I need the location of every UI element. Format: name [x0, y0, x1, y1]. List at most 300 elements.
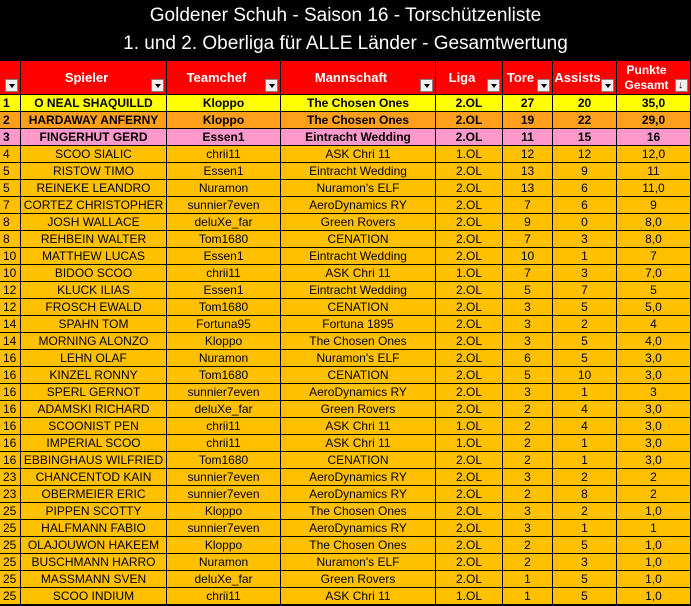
assists-cell[interactable]: 15 [553, 129, 617, 146]
goals-cell[interactable]: 3 [503, 333, 553, 350]
goals-cell[interactable]: 3 [503, 469, 553, 486]
rank-cell[interactable]: 25 [0, 537, 21, 554]
header-manager[interactable] [167, 61, 281, 95]
league-cell[interactable]: 1.OL [436, 418, 503, 435]
rank-cell[interactable]: 14 [0, 316, 21, 333]
player-cell[interactable]: FINGERHUT GERD [21, 129, 167, 146]
goals-cell[interactable]: 11 [503, 129, 553, 146]
table-row[interactable] [0, 180, 691, 197]
assists-cell[interactable]: 5 [553, 588, 617, 605]
rank-cell[interactable]: 16 [0, 367, 21, 384]
rank-cell[interactable]: 10 [0, 265, 21, 282]
points-cell[interactable]: 3 [617, 384, 691, 401]
league-cell[interactable]: 2.OL [436, 214, 503, 231]
assists-cell[interactable]: 3 [553, 231, 617, 248]
player-cell[interactable]: SPERL GERNOT [21, 384, 167, 401]
manager-cell[interactable]: Nuramon [167, 180, 281, 197]
points-cell[interactable]: 16 [617, 129, 691, 146]
league-cell[interactable]: 2.OL [436, 554, 503, 571]
goals-cell[interactable]: 19 [503, 112, 553, 129]
player-cell[interactable]: PIPPEN SCOTTY [21, 503, 167, 520]
manager-cell[interactable]: chrii11 [167, 146, 281, 163]
header-team-label: Mannschaft [314, 70, 388, 85]
manager-cell[interactable]: Kloppo [167, 95, 281, 112]
rank-cell[interactable]: 7 [0, 197, 21, 214]
team-cell[interactable]: The Chosen Ones [281, 333, 436, 350]
goals-cell[interactable]: 2 [503, 435, 553, 452]
points-cell[interactable]: 12,0 [617, 146, 691, 163]
rank-cell[interactable]: 16 [0, 435, 21, 452]
scorer-table [0, 61, 691, 605]
goals-cell[interactable]: 13 [503, 180, 553, 197]
goals-cell[interactable]: 3 [503, 520, 553, 537]
manager-cell[interactable]: chrii11 [167, 435, 281, 452]
table-row[interactable] [0, 95, 691, 112]
league-cell[interactable]: 1.OL [436, 588, 503, 605]
team-cell[interactable]: Nuramon's ELF [281, 554, 436, 571]
player-cell[interactable]: BUSCHMANN HARRO [21, 554, 167, 571]
player-cell[interactable]: SCOO SIALIC [21, 146, 167, 163]
rank-cell[interactable]: 8 [0, 214, 21, 231]
league-cell[interactable]: 2.OL [436, 384, 503, 401]
filter-dropdown-icon[interactable] [265, 79, 278, 92]
header-row [0, 61, 691, 95]
player-cell[interactable]: REHBEIN WALTER [21, 231, 167, 248]
goals-cell[interactable]: 2 [503, 486, 553, 503]
assists-cell[interactable]: 3 [553, 265, 617, 282]
points-cell[interactable]: 9 [617, 197, 691, 214]
manager-cell[interactable]: deluXe_far [167, 571, 281, 588]
player-cell[interactable]: MORNING ALONZO [21, 333, 167, 350]
table-row[interactable] [0, 350, 691, 367]
points-cell[interactable]: 3,0 [617, 367, 691, 384]
league-cell[interactable]: 2.OL [436, 503, 503, 520]
player-cell[interactable]: SCOONIST PEN [21, 418, 167, 435]
table-row[interactable] [0, 112, 691, 129]
header-points-label-1: Punkte [626, 62, 667, 77]
manager-cell[interactable]: Tom1680 [167, 231, 281, 248]
goals-cell[interactable]: 6 [503, 350, 553, 367]
points-cell[interactable]: 29,0 [617, 112, 691, 129]
league-cell[interactable]: 2.OL [436, 537, 503, 554]
league-cell[interactable]: 2.OL [436, 248, 503, 265]
points-cell[interactable]: 3,0 [617, 435, 691, 452]
filter-dropdown-icon[interactable] [537, 79, 550, 92]
rank-cell[interactable]: 25 [0, 588, 21, 605]
points-cell[interactable]: 3,0 [617, 350, 691, 367]
player-cell[interactable]: FROSCH EWALD [21, 299, 167, 316]
header-points[interactable] [617, 61, 691, 95]
title-line-2: 1. und 2. Oberliga für ALLE Länder - Gesamtwertung [123, 33, 568, 54]
table-row[interactable] [0, 469, 691, 486]
team-cell[interactable]: ASK Chri 11 [281, 588, 436, 605]
league-cell[interactable]: 2.OL [436, 180, 503, 197]
player-cell[interactable]: IMPERIAL SCOO [21, 435, 167, 452]
table-row[interactable] [0, 146, 691, 163]
table-row[interactable] [0, 265, 691, 282]
player-cell[interactable]: CHANCENTOD KAIN [21, 469, 167, 486]
goals-cell[interactable]: 3 [503, 316, 553, 333]
rank-cell[interactable]: 5 [0, 180, 21, 197]
team-cell[interactable]: Eintracht Wedding [281, 282, 436, 299]
manager-cell[interactable]: sunnier7even [167, 384, 281, 401]
rank-cell[interactable]: 16 [0, 452, 21, 469]
player-cell[interactable]: JOSH WALLACE [21, 214, 167, 231]
assists-cell[interactable]: 1 [553, 248, 617, 265]
rank-cell[interactable]: 2 [0, 112, 21, 129]
goals-cell[interactable]: 10 [503, 248, 553, 265]
rank-cell[interactable]: 25 [0, 554, 21, 571]
rank-cell[interactable]: 23 [0, 486, 21, 503]
goals-cell[interactable]: 5 [503, 367, 553, 384]
points-cell[interactable]: 4 [617, 316, 691, 333]
team-cell[interactable]: Eintracht Wedding [281, 129, 436, 146]
team-cell[interactable]: Green Rovers [281, 571, 436, 588]
league-cell[interactable]: 1.OL [436, 435, 503, 452]
table-row[interactable] [0, 384, 691, 401]
table-row[interactable] [0, 554, 691, 571]
assists-cell[interactable]: 6 [553, 197, 617, 214]
points-cell[interactable]: 1,0 [617, 537, 691, 554]
manager-cell[interactable]: Fortuna95 [167, 316, 281, 333]
goals-cell[interactable]: 2 [503, 537, 553, 554]
table-row[interactable] [0, 367, 691, 384]
header-league-label: Liga [448, 70, 476, 85]
points-cell[interactable]: 4,0 [617, 333, 691, 350]
team-cell[interactable]: Green Rovers [281, 401, 436, 418]
player-cell[interactable]: ADAMSKI RICHARD [21, 401, 167, 418]
points-cell[interactable]: 7 [617, 248, 691, 265]
assists-cell[interactable]: 2 [553, 503, 617, 520]
filter-dropdown-icon[interactable] [5, 79, 18, 92]
goals-cell[interactable]: 7 [503, 231, 553, 248]
player-cell[interactable]: REINEKE LEANDRO [21, 180, 167, 197]
points-cell[interactable]: 1,0 [617, 588, 691, 605]
filter-dropdown-icon[interactable] [601, 79, 614, 92]
manager-cell[interactable]: deluXe_far [167, 214, 281, 231]
manager-cell[interactable]: chrii11 [167, 418, 281, 435]
manager-cell[interactable]: Kloppo [167, 503, 281, 520]
team-cell[interactable]: AeroDynamics RY [281, 520, 436, 537]
goals-cell[interactable]: 9 [503, 214, 553, 231]
league-cell[interactable]: 2.OL [436, 571, 503, 588]
manager-cell[interactable]: Tom1680 [167, 452, 281, 469]
table-row[interactable] [0, 163, 691, 180]
rank-cell[interactable]: 16 [0, 384, 21, 401]
manager-cell[interactable]: chrii11 [167, 588, 281, 605]
team-cell[interactable]: The Chosen Ones [281, 537, 436, 554]
player-cell[interactable]: BIDOO SCOO [21, 265, 167, 282]
team-cell[interactable]: AeroDynamics RY [281, 197, 436, 214]
assists-cell[interactable]: 5 [553, 537, 617, 554]
league-cell[interactable]: 2.OL [436, 197, 503, 214]
points-cell[interactable]: 3,0 [617, 418, 691, 435]
rank-cell[interactable]: 16 [0, 350, 21, 367]
table-row[interactable] [0, 197, 691, 214]
assists-cell[interactable]: 5 [553, 333, 617, 350]
table-row[interactable] [0, 316, 691, 333]
goals-cell[interactable]: 1 [503, 588, 553, 605]
assists-cell[interactable]: 10 [553, 367, 617, 384]
title-line-1: Goldener Schuh - Saison 16 - Torschützenliste [149, 5, 542, 26]
header-assists[interactable] [553, 61, 617, 95]
manager-cell[interactable]: Essen1 [167, 163, 281, 180]
table-row[interactable] [0, 248, 691, 265]
header-assists-label: Assists [554, 70, 601, 85]
team-cell[interactable]: CENATION [281, 452, 436, 469]
goals-cell[interactable]: 12 [503, 146, 553, 163]
table-row[interactable] [0, 418, 691, 435]
team-cell[interactable]: The Chosen Ones [281, 503, 436, 520]
league-cell[interactable]: 2.OL [436, 486, 503, 503]
assists-cell[interactable]: 3 [553, 554, 617, 571]
table-row[interactable] [0, 299, 691, 316]
goals-cell[interactable]: 1 [503, 571, 553, 588]
table-row[interactable] [0, 435, 691, 452]
league-cell[interactable]: 1.OL [436, 265, 503, 282]
manager-cell[interactable]: chrii11 [167, 265, 281, 282]
league-cell[interactable]: 2.OL [436, 95, 503, 112]
manager-cell[interactable]: Essen1 [167, 129, 281, 146]
table-row[interactable] [0, 333, 691, 350]
header-league[interactable] [436, 61, 503, 95]
team-cell[interactable]: ASK Chri 11 [281, 146, 436, 163]
player-cell[interactable]: SCOO INDIUM [21, 588, 167, 605]
filter-dropdown-icon[interactable] [487, 79, 500, 92]
league-cell[interactable]: 2.OL [436, 401, 503, 418]
assists-cell[interactable]: 1 [553, 520, 617, 537]
league-cell[interactable]: 2.OL [436, 282, 503, 299]
rank-cell[interactable]: 1 [0, 95, 21, 112]
assists-cell[interactable]: 1 [553, 452, 617, 469]
team-cell[interactable]: Eintracht Wedding [281, 163, 436, 180]
team-cell[interactable]: AeroDynamics RY [281, 384, 436, 401]
points-cell[interactable]: 8,0 [617, 231, 691, 248]
manager-cell[interactable]: Kloppo [167, 333, 281, 350]
goals-cell[interactable]: 3 [503, 503, 553, 520]
manager-cell[interactable]: Tom1680 [167, 367, 281, 384]
header-player[interactable] [21, 61, 167, 95]
table-body [0, 95, 691, 605]
assists-cell[interactable]: 7 [553, 282, 617, 299]
goals-cell[interactable]: 27 [503, 95, 553, 112]
player-cell[interactable]: RISTOW TIMO [21, 163, 167, 180]
rank-cell[interactable]: 4 [0, 146, 21, 163]
team-cell[interactable]: Nuramon's ELF [281, 180, 436, 197]
league-cell[interactable]: 2.OL [436, 316, 503, 333]
table-row[interactable] [0, 282, 691, 299]
header-goals[interactable] [503, 61, 553, 95]
assists-cell[interactable]: 2 [553, 469, 617, 486]
player-cell[interactable]: OBERMEIER ERIC [21, 486, 167, 503]
team-cell[interactable]: Eintracht Wedding [281, 248, 436, 265]
manager-cell[interactable]: Kloppo [167, 112, 281, 129]
league-cell[interactable]: 2.OL [436, 112, 503, 129]
points-cell[interactable]: 5 [617, 282, 691, 299]
assists-cell[interactable]: 1 [553, 384, 617, 401]
team-cell[interactable]: Green Rovers [281, 214, 436, 231]
points-cell[interactable]: 8,0 [617, 214, 691, 231]
assists-cell[interactable]: 22 [553, 112, 617, 129]
player-cell[interactable]: MATTHEW LUCAS [21, 248, 167, 265]
league-cell[interactable]: 1.OL [436, 146, 503, 163]
table-row[interactable] [0, 503, 691, 520]
header-goals-label: Tore [506, 70, 535, 85]
goals-cell[interactable]: 13 [503, 163, 553, 180]
title-banner [0, 0, 691, 61]
rank-cell[interactable]: 25 [0, 503, 21, 520]
assists-cell[interactable]: 4 [553, 401, 617, 418]
points-cell[interactable]: 7,0 [617, 265, 691, 282]
player-cell[interactable]: OLAJOUWON HAKEEM [21, 537, 167, 554]
assists-cell[interactable]: 12 [553, 146, 617, 163]
assists-cell[interactable]: 8 [553, 486, 617, 503]
points-cell[interactable]: 1,0 [617, 503, 691, 520]
assists-cell[interactable]: 6 [553, 180, 617, 197]
manager-cell[interactable]: sunnier7even [167, 197, 281, 214]
table-row[interactable] [0, 520, 691, 537]
points-cell[interactable]: 2 [617, 486, 691, 503]
table-row[interactable] [0, 571, 691, 588]
manager-cell[interactable]: Nuramon [167, 554, 281, 571]
player-cell[interactable]: SPAHN TOM [21, 316, 167, 333]
header-points-label-2: Gesamt [624, 77, 669, 92]
sort-descending-icon[interactable] [675, 79, 688, 92]
league-cell[interactable]: 2.OL [436, 299, 503, 316]
team-cell[interactable]: CENATION [281, 367, 436, 384]
manager-cell[interactable]: deluXe_far [167, 401, 281, 418]
rank-cell[interactable]: 10 [0, 248, 21, 265]
assists-cell[interactable]: 5 [553, 350, 617, 367]
manager-cell[interactable]: Essen1 [167, 282, 281, 299]
player-cell[interactable]: LEHN OLAF [21, 350, 167, 367]
rank-cell[interactable]: 25 [0, 520, 21, 537]
filter-dropdown-icon[interactable] [151, 79, 164, 92]
rank-cell[interactable]: 5 [0, 163, 21, 180]
rank-cell[interactable]: 8 [0, 231, 21, 248]
manager-cell[interactable]: sunnier7even [167, 520, 281, 537]
header-manager-label: Teamchef [186, 70, 247, 85]
points-cell[interactable]: 1 [617, 520, 691, 537]
team-cell[interactable]: ASK Chri 11 [281, 418, 436, 435]
goals-cell[interactable]: 2 [503, 452, 553, 469]
header-player-label: Spieler [64, 70, 109, 85]
league-cell[interactable]: 2.OL [436, 452, 503, 469]
league-cell[interactable]: 2.OL [436, 367, 503, 384]
header-team[interactable] [281, 61, 436, 95]
assists-cell[interactable]: 5 [553, 299, 617, 316]
rank-cell[interactable]: 12 [0, 299, 21, 316]
goals-cell[interactable]: 5 [503, 282, 553, 299]
player-cell[interactable]: EBBINGHAUS WILFRIED [21, 452, 167, 469]
league-cell[interactable]: 2.OL [436, 333, 503, 350]
goals-cell[interactable]: 2 [503, 554, 553, 571]
manager-cell[interactable]: sunnier7even [167, 469, 281, 486]
table-row[interactable] [0, 129, 691, 146]
table-row[interactable] [0, 452, 691, 469]
assists-cell[interactable]: 5 [553, 571, 617, 588]
assists-cell[interactable]: 20 [553, 95, 617, 112]
manager-cell[interactable]: sunnier7even [167, 486, 281, 503]
manager-cell[interactable]: Nuramon [167, 350, 281, 367]
table-row[interactable] [0, 231, 691, 248]
manager-cell[interactable]: Tom1680 [167, 299, 281, 316]
rank-cell[interactable]: 3 [0, 129, 21, 146]
team-cell[interactable]: Nuramon's ELF [281, 350, 436, 367]
points-cell[interactable]: 11 [617, 163, 691, 180]
team-cell[interactable]: Fortuna 1895 [281, 316, 436, 333]
league-cell[interactable]: 2.OL [436, 129, 503, 146]
team-cell[interactable]: CENATION [281, 299, 436, 316]
table-row[interactable] [0, 486, 691, 503]
player-cell[interactable]: KLUCK ILIAS [21, 282, 167, 299]
manager-cell[interactable]: Kloppo [167, 537, 281, 554]
assists-cell[interactable]: 1 [553, 435, 617, 452]
points-cell[interactable]: 1,0 [617, 554, 691, 571]
table-row[interactable] [0, 588, 691, 605]
team-cell[interactable]: ASK Chri 11 [281, 435, 436, 452]
rank-cell[interactable]: 14 [0, 333, 21, 350]
team-cell[interactable]: AeroDynamics RY [281, 469, 436, 486]
league-cell[interactable]: 2.OL [436, 350, 503, 367]
league-cell[interactable]: 2.OL [436, 163, 503, 180]
goals-cell[interactable]: 2 [503, 401, 553, 418]
points-cell[interactable]: 3,0 [617, 401, 691, 418]
goals-cell[interactable]: 7 [503, 197, 553, 214]
player-cell[interactable]: HARDAWAY ANFERNY [21, 112, 167, 129]
team-cell[interactable]: The Chosen Ones [281, 112, 436, 129]
team-cell[interactable]: The Chosen Ones [281, 95, 436, 112]
league-cell[interactable]: 2.OL [436, 520, 503, 537]
goals-cell[interactable]: 7 [503, 265, 553, 282]
table-row[interactable] [0, 214, 691, 231]
manager-cell[interactable]: Essen1 [167, 248, 281, 265]
rank-cell[interactable]: 25 [0, 571, 21, 588]
player-cell[interactable]: MASSMANN SVEN [21, 571, 167, 588]
rank-cell[interactable]: 16 [0, 418, 21, 435]
assists-cell[interactable]: 0 [553, 214, 617, 231]
player-cell[interactable]: CORTEZ CHRISTOPHER [21, 197, 167, 214]
points-cell[interactable]: 2 [617, 469, 691, 486]
rank-cell[interactable]: 12 [0, 282, 21, 299]
league-cell[interactable]: 2.OL [436, 231, 503, 248]
team-cell[interactable]: CENATION [281, 231, 436, 248]
table-row[interactable] [0, 401, 691, 418]
points-cell[interactable]: 3,0 [617, 452, 691, 469]
points-cell[interactable]: 5,0 [617, 299, 691, 316]
rank-cell[interactable]: 23 [0, 469, 21, 486]
filter-dropdown-icon[interactable] [420, 79, 433, 92]
goals-cell[interactable]: 2 [503, 418, 553, 435]
assists-cell[interactable]: 4 [553, 418, 617, 435]
assists-cell[interactable]: 2 [553, 316, 617, 333]
goals-cell[interactable]: 3 [503, 299, 553, 316]
league-cell[interactable]: 2.OL [436, 469, 503, 486]
points-cell[interactable]: 1,0 [617, 571, 691, 588]
player-cell[interactable]: HALFMANN FABIO [21, 520, 167, 537]
points-cell[interactable]: 35,0 [617, 95, 691, 112]
team-cell[interactable]: AeroDynamics RY [281, 486, 436, 503]
team-cell[interactable]: ASK Chri 11 [281, 265, 436, 282]
goals-cell[interactable]: 3 [503, 384, 553, 401]
points-cell[interactable]: 11,0 [617, 180, 691, 197]
rank-cell[interactable]: 16 [0, 401, 21, 418]
header-rank[interactable] [0, 61, 21, 95]
player-cell[interactable]: O NEAL SHAQUILLD [21, 95, 167, 112]
assists-cell[interactable]: 9 [553, 163, 617, 180]
table-row[interactable] [0, 537, 691, 554]
player-cell[interactable]: KINZEL RONNY [21, 367, 167, 384]
